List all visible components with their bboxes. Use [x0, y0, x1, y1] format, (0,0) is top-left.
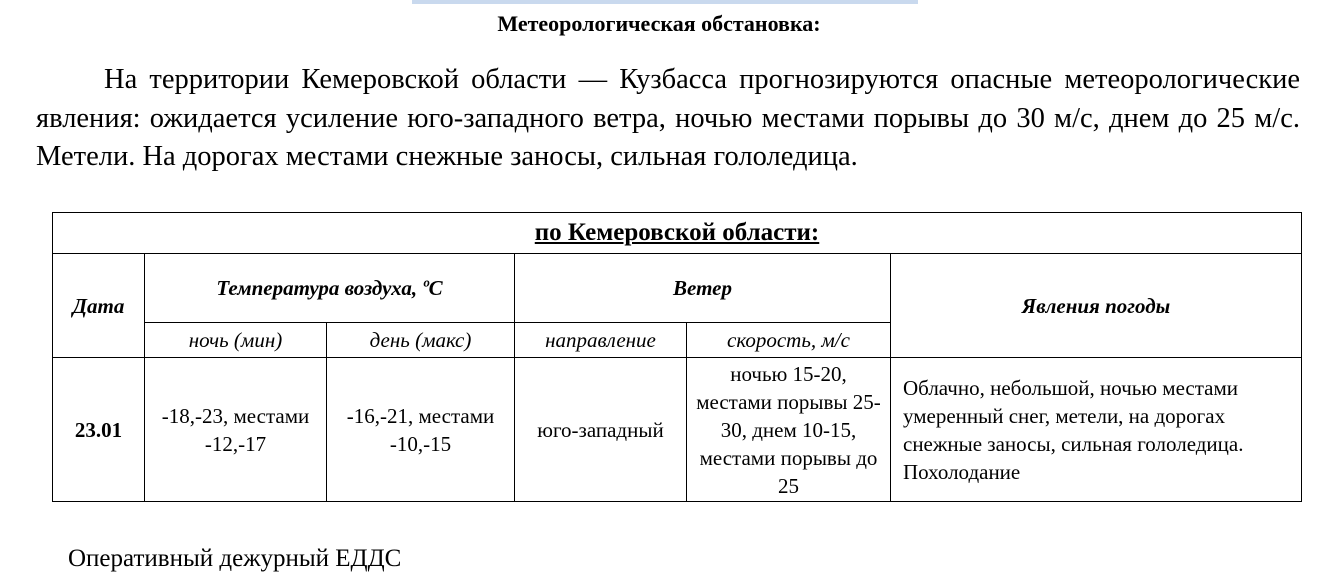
table-caption-row: [53, 213, 1302, 254]
weather-table: [52, 212, 1302, 502]
cell-date: 23.01: [53, 358, 145, 502]
cell-night-temp: -18,-23, местами -12,-17: [145, 358, 327, 502]
cell-speed: ночью 15-20, местами порывы 25-30, днем 10-15, местами порывы до 25: [687, 358, 891, 502]
footer-signature: Оперативный дежурный ЕДДС: [68, 545, 402, 572]
table-row: [53, 358, 1302, 502]
header-temperature: Температура воздуха, ºС: [145, 254, 515, 323]
top-decorative-bar: [412, 0, 918, 4]
header-wind: Ветер: [515, 254, 891, 323]
subheader-day: день (макс): [327, 323, 515, 358]
cell-day-temp: -16,-21, местами -10,-15: [327, 358, 515, 502]
header-date: Дата: [53, 254, 145, 358]
header-phenomena: Явления погоды: [891, 254, 1302, 358]
cell-direction: юго-западный: [515, 358, 687, 502]
table-header-row: [53, 254, 1302, 323]
subheader-speed: скорость, м/с: [687, 323, 891, 358]
forecast-paragraph: На территории Кемеровской области — Кузбасса прогнозируются опасные метеорологические явления: ожидается усиление юго-западного ветра, ночью местами порывы до 30 м/с, днем до 25 м/с. Метели. На дорогах местами снежные заносы, сильная гололедица.: [36, 64, 1300, 172]
cell-phenomena: Облачно, небольшой, ночью местами умеренный снег, метели, на дорогах снежные заносы, сильная гололедица. Похолодание: [891, 358, 1302, 502]
section-title: Метеорологическая обстановка:: [497, 11, 821, 36]
subheader-night: ночь (мин): [145, 323, 327, 358]
subheader-direction: направление: [515, 323, 687, 358]
table-caption: по Кемеровской области:: [53, 213, 1302, 254]
